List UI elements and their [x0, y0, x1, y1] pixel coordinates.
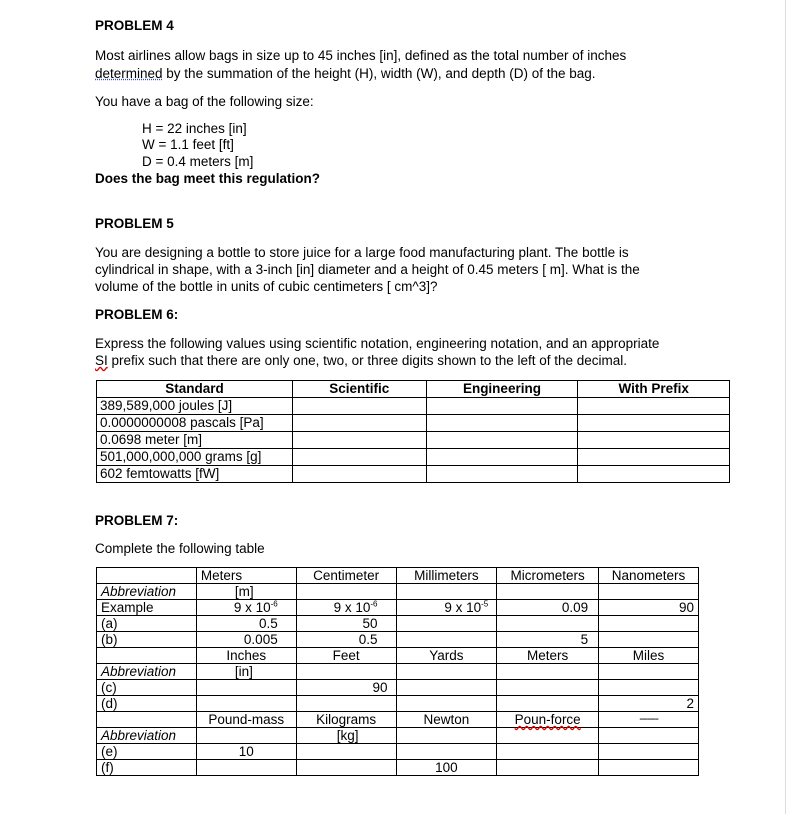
- abbreviation-label: Abbreviation: [97, 584, 197, 600]
- abbr-inches: [in]: [196, 664, 296, 680]
- scientific-cell[interactable]: [292, 415, 426, 432]
- engineering-cell[interactable]: [426, 398, 578, 415]
- row-b-meters: 0.005: [196, 632, 296, 648]
- table-row: [97, 449, 730, 466]
- unit-newton: Newton: [396, 712, 497, 728]
- row-a-label: (a): [97, 616, 197, 632]
- problem-7-title: PROBLEM 7:: [95, 513, 179, 528]
- standard-value: 501,000,000,000 grams [g]: [97, 449, 293, 466]
- unit-yards: Yards: [396, 648, 497, 664]
- table-row: [97, 415, 730, 432]
- example-nanometers: 90: [599, 600, 699, 616]
- standard-value: 389,589,000 joules [J]: [97, 398, 293, 415]
- example-label: Example: [97, 600, 197, 616]
- prefix-cell[interactable]: [578, 449, 730, 466]
- depth-value: D = 0.4 meters [m]: [142, 154, 254, 169]
- problem-7-intro: Complete the following table: [95, 541, 265, 556]
- row-e-pound-mass: 10: [196, 744, 296, 760]
- width-value: W = 1.1 feet [ft]: [142, 137, 234, 152]
- prefix-cell[interactable]: [578, 415, 730, 432]
- answer-cell[interactable]: [196, 680, 296, 696]
- answer-cell[interactable]: [296, 760, 396, 776]
- problem-6-title: PROBLEM 6:: [95, 307, 179, 322]
- unit-feet: Feet: [296, 648, 396, 664]
- abbr-cell[interactable]: [497, 664, 599, 680]
- abbr-cell[interactable]: [396, 664, 497, 680]
- table-row: [97, 744, 699, 760]
- table-row: [97, 696, 699, 712]
- answer-cell[interactable]: [599, 680, 699, 696]
- standard-value: 602 femtowatts [fW]: [97, 466, 293, 483]
- spelling-mark-determined: determined: [95, 66, 163, 81]
- answer-cell[interactable]: [497, 616, 599, 632]
- abbr-meters: [m]: [196, 584, 296, 600]
- abbr-cell[interactable]: [599, 664, 699, 680]
- abbr-cell[interactable]: [599, 584, 699, 600]
- blank-cell: [97, 568, 197, 584]
- row-a-centimeter: 50: [296, 616, 396, 632]
- spelling-mark-si: SI: [95, 353, 108, 368]
- row-b-centimeter: 0.5: [296, 632, 396, 648]
- row-d-label: (d): [97, 696, 197, 712]
- problem-4-question: Does the bag meet this regulation?: [95, 171, 321, 186]
- header-standard: Standard: [97, 381, 293, 398]
- row-f-label: (f): [97, 760, 197, 776]
- problem-5-title: PROBLEM 5: [95, 216, 174, 231]
- answer-cell[interactable]: [497, 760, 599, 776]
- unit-inches: Inches: [196, 648, 296, 664]
- unit-pound-mass: Pound-mass: [196, 712, 296, 728]
- row-c-feet: 90: [296, 680, 396, 696]
- unit-pound-force: Poun-force: [497, 712, 599, 728]
- height-value: H = 22 inches [in]: [142, 121, 247, 136]
- row-f-newton: 100: [396, 760, 497, 776]
- answer-cell[interactable]: [497, 680, 599, 696]
- row-d-miles: 2: [599, 696, 699, 712]
- header-with-prefix: With Prefix: [578, 381, 730, 398]
- example-centimeter: 9 x $10^{-6}$: [296, 600, 396, 616]
- scientific-cell[interactable]: [292, 466, 426, 483]
- abbr-cell[interactable]: [396, 728, 497, 744]
- engineering-cell[interactable]: [426, 415, 578, 432]
- prefix-cell[interactable]: [578, 466, 730, 483]
- scientific-cell[interactable]: [292, 398, 426, 415]
- blank-cell: [97, 648, 197, 664]
- table-header-row: [97, 381, 730, 398]
- abbr-cell[interactable]: [296, 584, 396, 600]
- abbreviation-row: [97, 584, 699, 600]
- answer-cell[interactable]: [396, 744, 497, 760]
- example-millimeters: 9 x $10^{-5}$: [396, 600, 497, 616]
- unit-centimeter: Centimeter: [296, 568, 396, 584]
- problem-4-para-line1: Most airlines allow bags in size up to 45 inches [in], defined as the total number of inches: [95, 48, 627, 63]
- problem-4-para-line2: determined by the summation of the height (H), width (W), and depth (D) of the bag.: [95, 66, 596, 81]
- abbr-cell[interactable]: [296, 664, 396, 680]
- problem-6-line1: Express the following values using scientific notation, engineering notation, and an appropriate: [95, 336, 660, 351]
- answer-cell[interactable]: [396, 696, 497, 712]
- abbr-cell[interactable]: [599, 728, 699, 744]
- unit-nanometers: Nanometers: [599, 568, 699, 584]
- answer-cell[interactable]: [196, 696, 296, 712]
- row-e-label: (e): [97, 744, 197, 760]
- header-engineering: Engineering: [426, 381, 578, 398]
- unit-meters-2: Meters: [497, 648, 599, 664]
- answer-cell[interactable]: [296, 696, 396, 712]
- row-c-label: (c): [97, 680, 197, 696]
- answer-cell[interactable]: [599, 616, 699, 632]
- unit-miles: Miles: [599, 648, 699, 664]
- table-row: [97, 398, 730, 415]
- example-micrometers: 0.09: [497, 600, 599, 616]
- header-scientific: Scientific: [292, 381, 426, 398]
- prefix-cell[interactable]: [578, 398, 730, 415]
- problem-6-line2: SI prefix such that there are only one, two, or three digits shown to the left of the decimal.: [95, 353, 628, 368]
- problem-7-table: [96, 567, 699, 776]
- table-row: [97, 760, 699, 776]
- problem-6-table: [96, 380, 730, 483]
- abbr-cell[interactable]: [497, 728, 599, 744]
- standard-value: 0.0000000008 pascals [Pa]: [97, 415, 293, 432]
- table-row: [97, 466, 730, 483]
- problem-5-line2: cylindrical in shape, with a 3-inch [in] diameter and a height of 0.45 meters [ m]. What is the: [95, 262, 640, 277]
- abbreviation-row: [97, 664, 699, 680]
- answer-cell[interactable]: [396, 680, 497, 696]
- answer-cell[interactable]: [296, 744, 396, 760]
- problem-4-bag-intro: You have a bag of the following size:: [95, 94, 314, 109]
- answer-cell[interactable]: [196, 760, 296, 776]
- unit-kilograms: Kilograms: [296, 712, 396, 728]
- engineering-cell[interactable]: [426, 466, 578, 483]
- answer-cell[interactable]: [599, 744, 699, 760]
- abbr-cell[interactable]: [497, 584, 599, 600]
- abbreviation-row: [97, 728, 699, 744]
- row-b-micrometers: 5: [497, 632, 599, 648]
- table-row: [97, 432, 730, 449]
- example-meters: 9 x $10^{-6}$: [196, 600, 296, 616]
- prefix-cell[interactable]: [578, 432, 730, 449]
- answer-cell[interactable]: [497, 744, 599, 760]
- answer-cell[interactable]: [599, 760, 699, 776]
- unit-millimeters: Millimeters: [396, 568, 497, 584]
- table-row: [97, 632, 699, 648]
- standard-value: 0.0698 meter [m]: [97, 432, 293, 449]
- abbreviation-label: Abbreviation: [97, 728, 197, 744]
- units-header-row: [97, 648, 699, 664]
- units-header-row: [97, 712, 699, 728]
- unit-empty-dashes: -------: [599, 712, 699, 728]
- row-b-label: (b): [97, 632, 197, 648]
- units-header-row: [97, 568, 699, 584]
- abbr-cell[interactable]: [396, 584, 497, 600]
- table-row: [97, 680, 699, 696]
- abbr-cell[interactable]: [196, 728, 296, 744]
- engineering-cell[interactable]: [426, 449, 578, 466]
- answer-cell[interactable]: [599, 632, 699, 648]
- problem-5-line3: volume of the bottle in units of cubic centimeters [ cm^3]?: [95, 279, 438, 294]
- scientific-cell[interactable]: [292, 432, 426, 449]
- row-a-meters: 0.5: [196, 616, 296, 632]
- answer-cell[interactable]: [396, 632, 497, 648]
- blank-cell: [97, 712, 197, 728]
- answer-cell[interactable]: [497, 696, 599, 712]
- scientific-cell[interactable]: [292, 449, 426, 466]
- problem-5-line1: You are designing a bottle to store juice for a large food manufacturing plant. The bottle is: [95, 245, 629, 260]
- example-row: [97, 600, 699, 616]
- abbr-kilograms: [kg]: [296, 728, 396, 744]
- unit-meters: Meters: [196, 568, 296, 584]
- problem-4-title: PROBLEM 4: [95, 18, 174, 33]
- answer-cell[interactable]: [396, 616, 497, 632]
- abbreviation-label: Abbreviation: [97, 664, 197, 680]
- table-row: [97, 616, 699, 632]
- engineering-cell[interactable]: [426, 432, 578, 449]
- unit-micrometers: Micrometers: [497, 568, 599, 584]
